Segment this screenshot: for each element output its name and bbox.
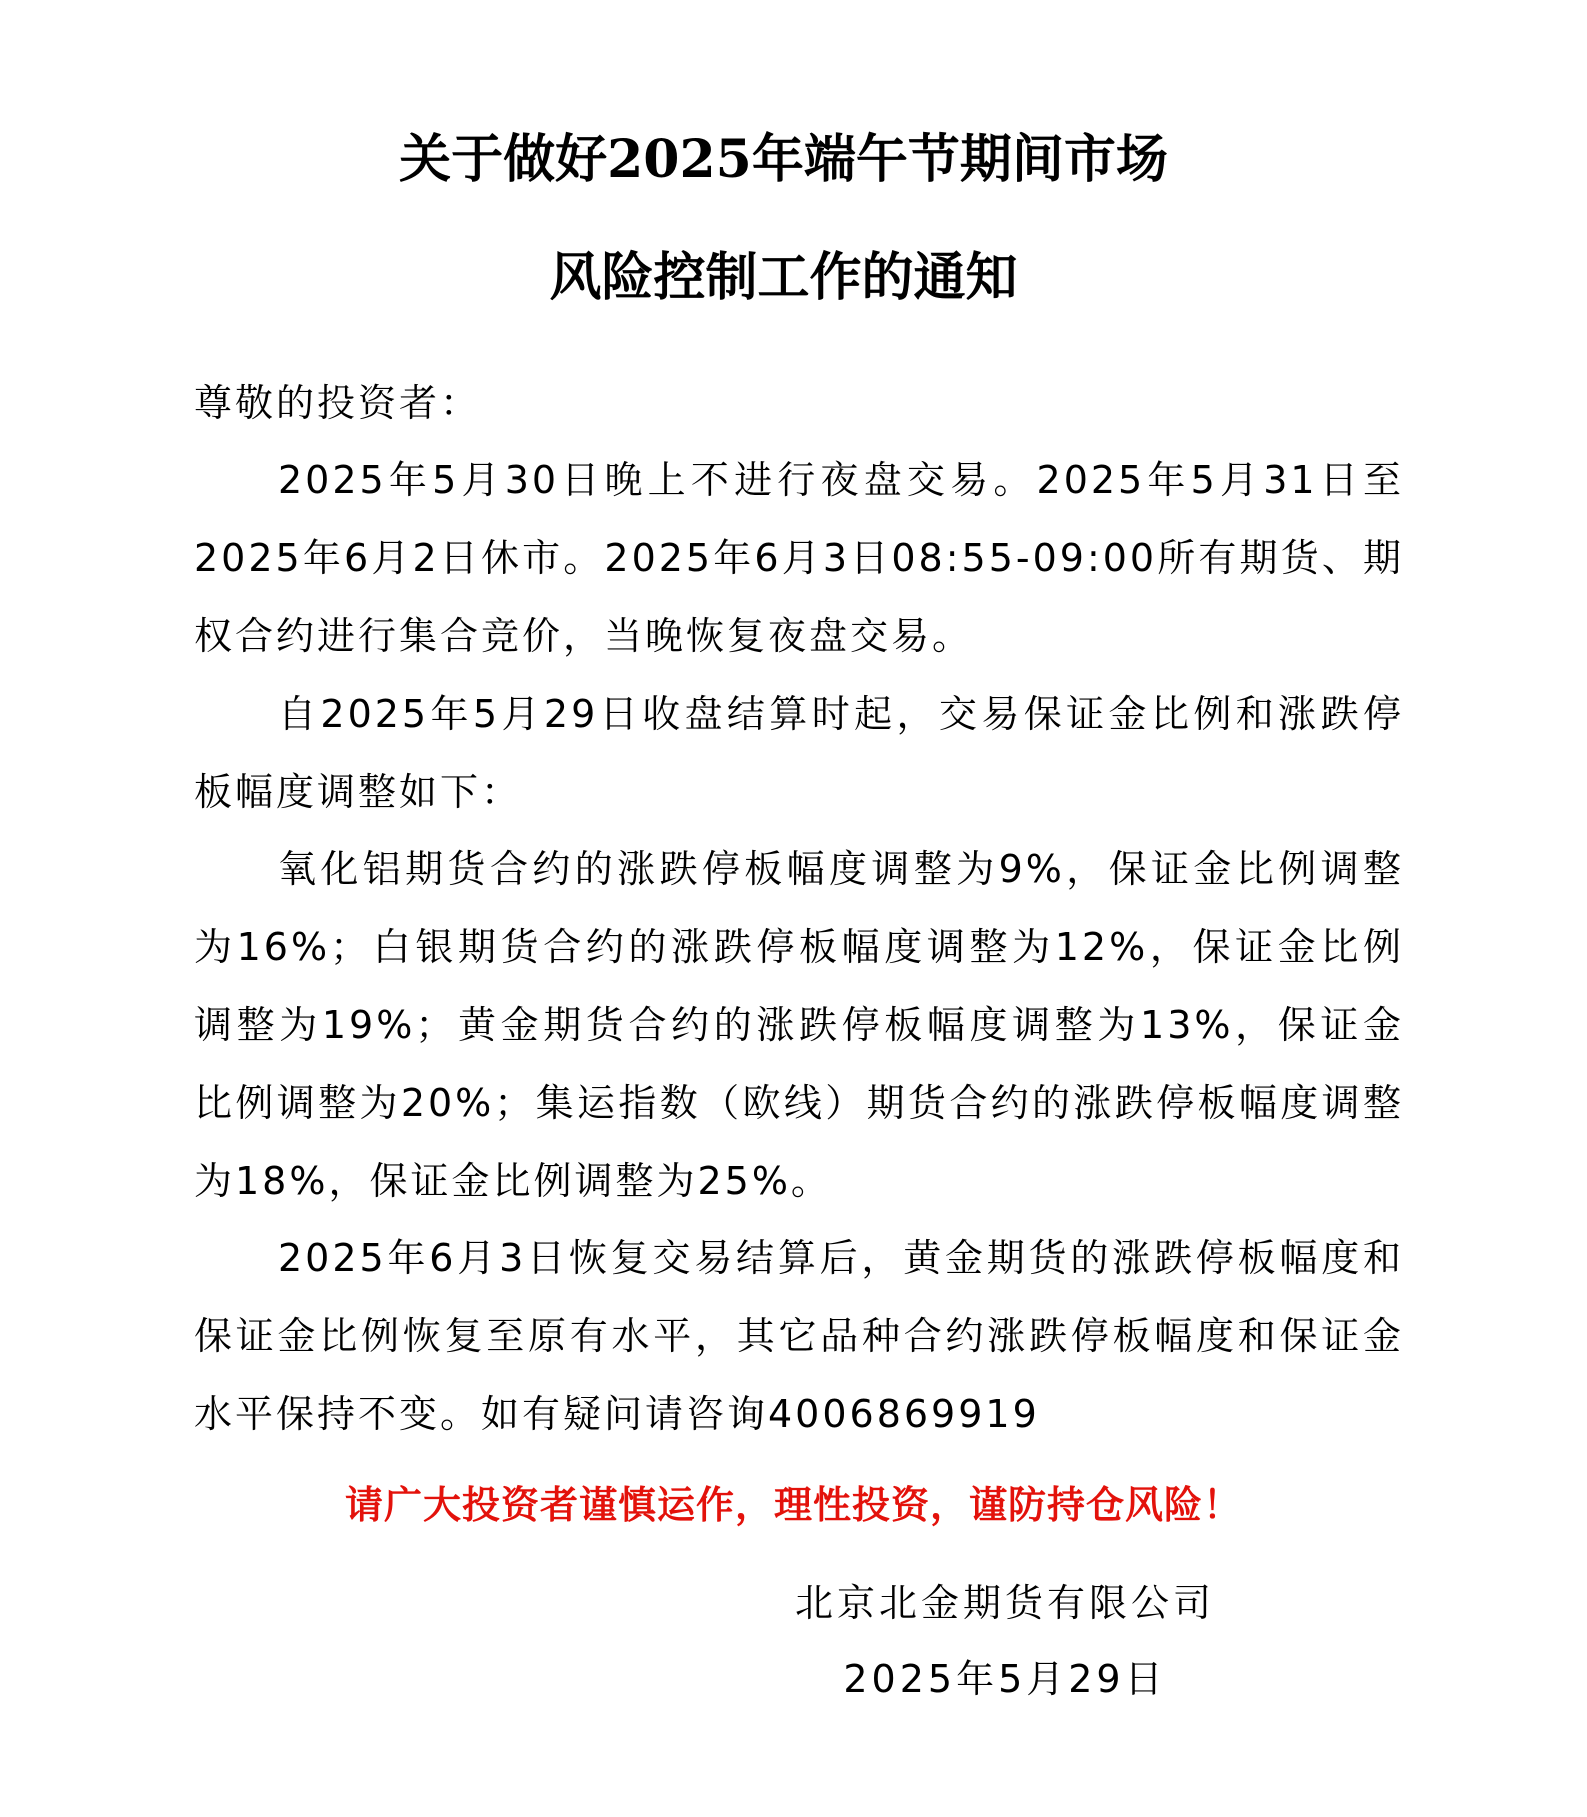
notice-date: 2025年5月29日 xyxy=(843,1657,1167,1701)
risk-warning: 请广大投资者谨慎运作，理性投资，谨防持仓风险！ xyxy=(344,1483,1242,1527)
notice-title-line2: 风险控制工作的通知 xyxy=(549,247,1018,308)
notice-title-line1: 关于做好2025年端午节期间市场 xyxy=(399,129,1168,190)
salutation: 尊敬的投资者： xyxy=(194,381,482,425)
paragraph-adjustment-intro: 自2025年5月29日收盘结算时起，交易保证金比例和涨跌停板幅度调整如下： xyxy=(194,692,1404,814)
paragraph-margin-limits: 氧化铝期货合约的涨跌停板幅度调整为9%，保证金比例调整为16%；白银期货合约的涨跌停板幅度调整为12%，保证金比例调整为19%；黄金期货合约的涨跌停板幅度调整为13%，保证金比例调整为20%；集运指数（欧线）期货合约的涨跌停板幅度调整为18%，保证金比例调整为25%。 xyxy=(194,847,1404,1203)
paragraph-restore-contact: 2025年6月3日恢复交易结算后，黄金期货的涨跌停板幅度和保证金比例恢复至原有水平，其它品种合约涨跌停板幅度和保证金水平保持不变。如有疑问请咨询4006869919 xyxy=(194,1236,1404,1436)
company-signature: 北京北金期货有限公司 xyxy=(794,1581,1215,1625)
paragraph-trading-schedule: 2025年5月30日晚上不进行夜盘交易。2025年5月31日至2025年6月2日休市。2025年6月3日08:55-09:00所有期货、期权合约进行集合竞价，当晚恢复夜盘交易。 xyxy=(194,458,1404,658)
